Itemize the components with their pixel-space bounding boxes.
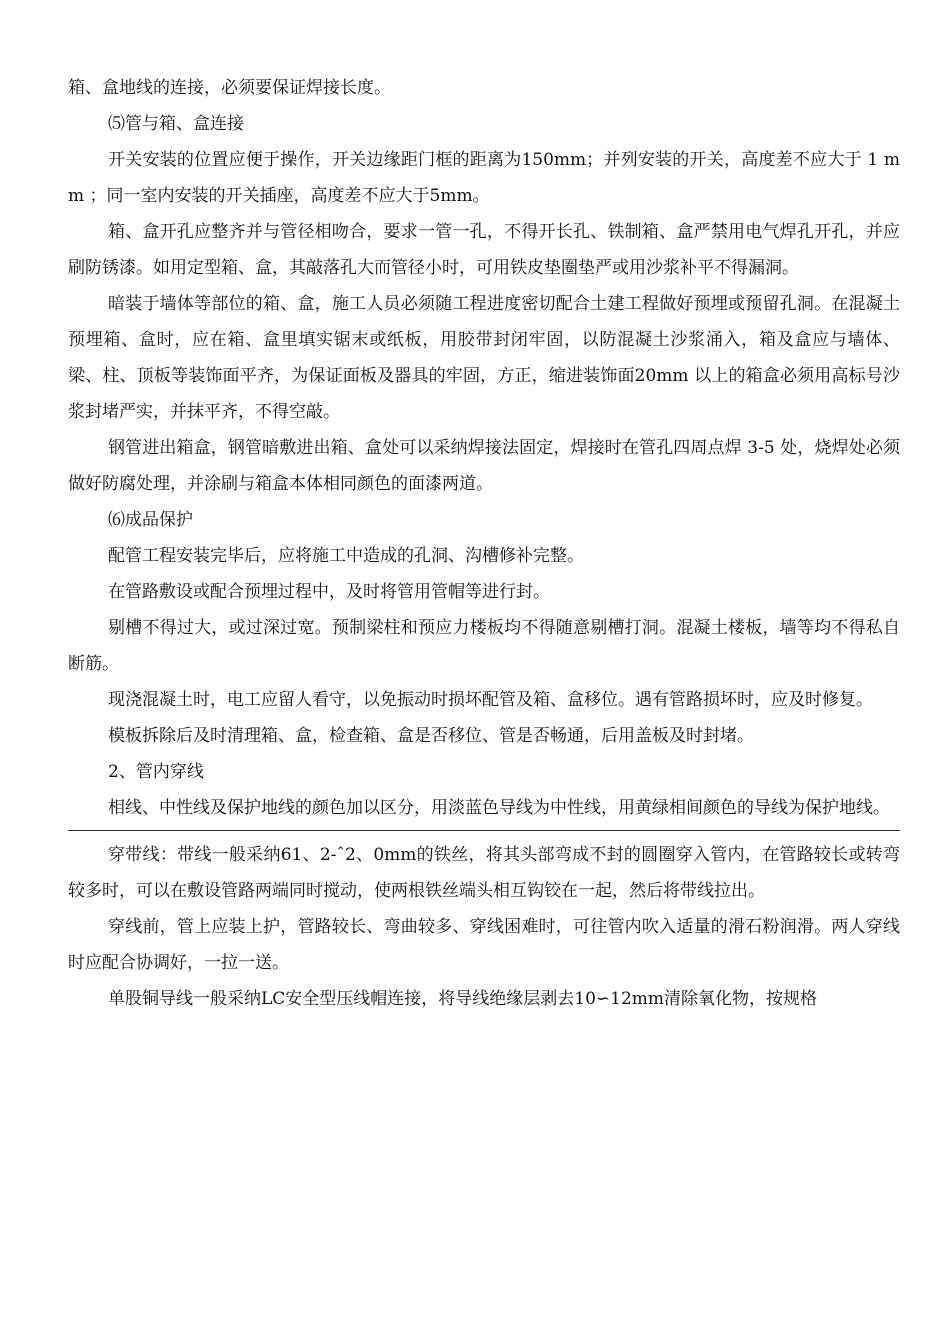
paragraph: 剔槽不得过大，或过深过宽。预制梁柱和预应力楼板均不得随意剔槽打洞。混凝土楼板，墙等均不得私自断筋。 — [68, 618, 900, 674]
paragraph: 箱、盒开孔应整齐并与管径相吻合，要求一管一孔，不得开长孔、铁制箱、盒严禁用电气焊孔开孔，并应刷防锈漆。如用定型箱、盒，其敲落孔大而管径小时，可用铁皮垫圈垫严或用沙浆补平不得漏洞。 — [68, 222, 900, 278]
paragraph: ⑸管与箱、盒连接 — [108, 114, 244, 134]
document-page — [68, 70, 900, 1017]
paragraph: ⑹成品保护 — [108, 510, 193, 530]
paragraph: 穿线前，管上应装上护，管路较长、弯曲较多、穿线困难时，可往管内吹入适量的滑石粉润滑。两人穿线时应配合协调好，一拉一送。 — [68, 917, 900, 973]
paragraph: 配管工程安装完毕后，应将施工中造成的孔洞、沟槽修补完整。 — [108, 546, 584, 566]
paragraph: 单股铜导线一般采纳LC安全型压线帽连接，将导线绝缘层剥去10∽12mm清除氧化物，按规格 — [108, 989, 818, 1009]
text-block-bottom — [68, 837, 900, 1017]
paragraph: 穿带线：带线一般采纳61、2-ˆ2、0mm的铁丝，将其头部弯成不封的圆圈穿入管内，在管路较长或转弯较多时，可以在敷设管路两端同时搅动，使两根铁丝端头相互钩铰在一起，然后将带线拉出。 — [68, 845, 900, 901]
paragraph: 模板拆除后及时清理箱、盒，检查箱、盒是否移位、管是否畅通，后用盖板及时封堵。 — [108, 726, 754, 746]
paragraph: 钢管进出箱盒，钢管暗敷进出箱、盒处可以采纳焊接法固定，焊接时在管孔四周点焊 3-5 处，烧焊处必须做好防腐处理，并涂刷与箱盒本体相同颜色的面漆两道。 — [68, 438, 900, 494]
paragraph: 箱、盒地线的连接，必须要保证焊接长度。 — [68, 78, 391, 98]
paragraph: 暗装于墙体等部位的箱、盒，施工人员必须随工程进度密切配合土建工程做好预埋或预留孔洞。在混凝土预埋箱、盒时，应在箱、盒里填实锯末或纸板，用胶带封闭牢固，以防混凝土沙浆涌入，箱及盒应与墙体、梁、柱、顶板等装饰面平齐，为保证面板及器具的牢固，方正，缩进装饰面20mm 以上的箱盒必须用高标号沙浆封堵严实，并抹平齐，不得空敲。 — [68, 294, 900, 422]
section-divider — [68, 830, 900, 831]
paragraph: 在管路敷设或配合预埋过程中，及时将管用管帽等进行封。 — [108, 582, 550, 602]
paragraph: 开关安装的位置应便于操作，开关边缘距门框的距离为150mm；并列安装的开关，高度差不应大于 1 mm ；同一室内安装的开关插座，高度差不应大于5mm。 — [68, 150, 900, 206]
paragraph: 2、管内穿线 — [108, 762, 204, 782]
paragraph: 相线、中性线及保护地线的颜色加以区分，用淡蓝色导线为中性线，用黄绿相间颜色的导线为保护地线。 — [108, 798, 890, 818]
paragraph: 现浇混凝土时，电工应留人看守，以免振动时损坏配管及箱、盒移位。遇有管路损坏时，应及时修复。 — [108, 690, 873, 710]
text-block-top — [68, 70, 900, 826]
